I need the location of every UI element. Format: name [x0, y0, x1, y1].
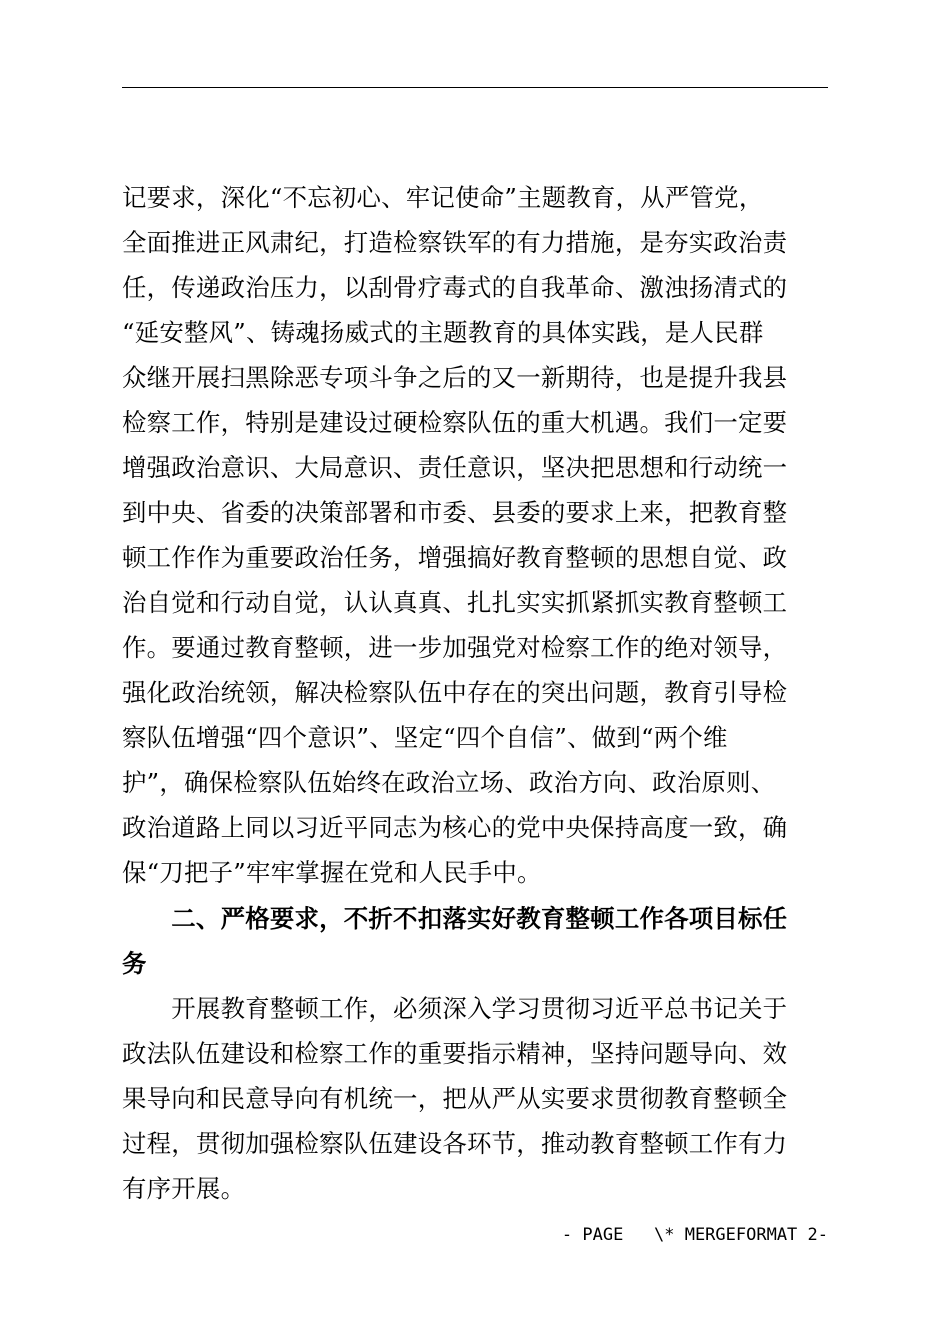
heading-line: 二、严格要求，不折不扣落实好教育整顿工作各项目标任 [122, 904, 788, 933]
text-line: 全面推进正风肃纪，打造检察铁军的有力措施，是夯实政治责 [122, 228, 788, 257]
body-paragraph [122, 986, 828, 1211]
text-line: 有序开展。 [122, 1174, 246, 1203]
text-line: 顿工作作为重要政治任务，增强搞好教育整顿的思想自觉、政 [122, 543, 788, 572]
text-line: 开展教育整顿工作，必须深入学习贯彻习近平总书记关于 [122, 994, 788, 1023]
header-rule [122, 87, 828, 88]
text-line: “延安整风”、铸魂扬威式的主题教育的具体实践，是人民群 [122, 318, 764, 347]
page-number-field: - PAGE \* MERGEFORMAT 2- [561, 1225, 828, 1245]
text-line: 增强政治意识、大局意识、责任意识，坚决把思想和行动统一 [122, 453, 788, 482]
text-line: 过程，贯彻加强检察队伍建设各环节，推动教育整顿工作有力 [122, 1129, 788, 1158]
text-line: 政法队伍建设和检察工作的重要指示精神，坚持问题导向、效 [122, 1039, 788, 1068]
body-paragraph [122, 175, 828, 895]
text-line: 治自觉和行动自觉，认认真真、扎扎实实抓紧抓实教育整顿工 [122, 588, 788, 617]
text-line: 护”，确保检察队伍始终在政治立场、政治方向、政治原则、 [122, 768, 776, 797]
text-line: 保“刀把子”牢牢掌握在党和人民手中。 [122, 858, 542, 887]
text-line: 作。要通过教育整顿，进一步加强党对检察工作的绝对领导， [122, 633, 788, 662]
document-body [122, 175, 828, 1211]
heading-line: 务 [122, 949, 147, 978]
text-line: 检察工作，特别是建设过硬检察队伍的重大机遇。我们一定要 [122, 408, 788, 437]
section-heading [122, 896, 828, 986]
text-line: 政治道路上同以习近平同志为核心的党中央保持高度一致，确 [122, 813, 788, 842]
text-line: 察队伍增强“四个意识”、坚定“四个自信”、做到“两个维 [122, 723, 728, 752]
text-line: 果导向和民意导向有机统一，把从严从实要求贯彻教育整顿全 [122, 1084, 788, 1113]
text-line: 众继开展扫黑除恶专项斗争之后的又一新期待，也是提升我县 [122, 363, 788, 392]
text-line: 记要求，深化“不忘初心、牢记使命”主题教育，从严管党， [122, 183, 764, 212]
text-line: 强化政治统领，解决检察队伍中存在的突出问题，教育引导检 [122, 678, 788, 707]
text-line: 任，传递政治压力，以刮骨疗毒式的自我革命、激浊扬清式的 [122, 273, 788, 302]
text-line: 到中央、省委的决策部署和市委、县委的要求上来，把教育整 [122, 498, 788, 527]
